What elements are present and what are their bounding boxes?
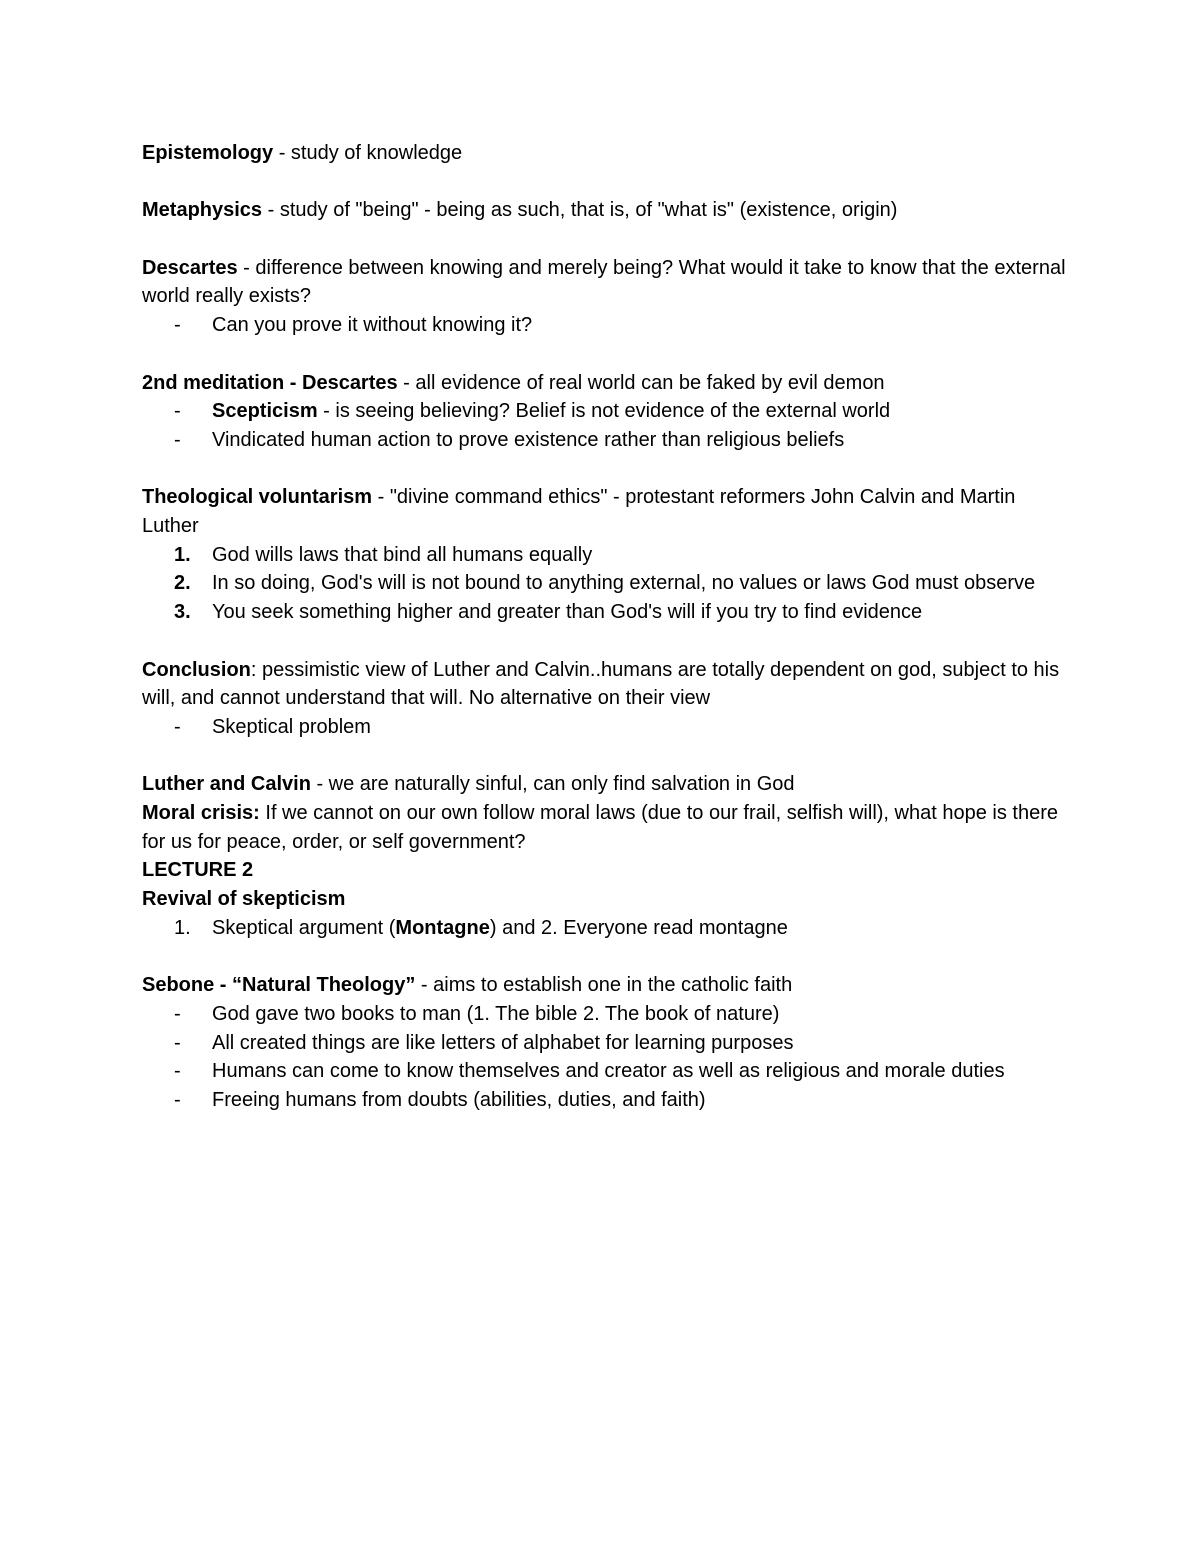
list-item [142,426,1072,455]
definition-sebone: - aims to establish one in the catholic faith [415,974,793,997]
dash-bullet: - [174,715,181,738]
dash-bullet: - [174,1031,181,1054]
lecture-heading [142,856,1072,885]
list-item-text: ) and 2. Everyone read montagne [489,916,788,939]
revival-heading-text: Revival of skepticism [142,888,346,911]
list-item [142,541,1072,570]
term-luther-calvin: Luther and Calvin [142,773,311,796]
definition-moral-crisis: If we cannot on our own follow moral laws (due to our frail, selfish will), what hope is there for us for peace, order, or self government? [142,802,1058,853]
paragraph-sebone [142,971,1072,1000]
list-item [142,311,1072,340]
list-item [142,1086,1072,1115]
paragraph-epistemology [142,139,1072,168]
list-item [142,1000,1072,1029]
paragraph-moral-crisis [142,799,1072,856]
paragraph-metaphysics [142,196,1072,225]
dash-bullet: - [174,1002,181,1025]
list-item [142,598,1072,627]
definition-conclusion: : pessimistic view of Luther and Calvin..humans are totally dependent on god, subject to his will, and cannot understand that will. No alternative on their view [142,658,1060,710]
list-item-text: Skeptical argument ( [212,916,396,939]
definition-epistemology: - study of knowledge [273,142,463,164]
term-descartes: Descartes [142,256,238,279]
list-item-text: Skeptical problem [212,715,371,738]
dash-bullet: - [174,314,181,337]
list-item-text: You seek something higher and greater than God's will if you try to find evidence [212,601,923,624]
term-conclusion: Conclusion [142,658,251,681]
definition-luther-calvin: - we are naturally sinful, can only find salvation in God [310,773,795,796]
list-item [142,1057,1072,1086]
list-second-meditation [142,397,1072,454]
paragraph-conclusion [142,656,1072,713]
term-moral-crisis: Moral crisis: [142,802,260,825]
spacer [142,225,1072,254]
spacer [142,168,1072,197]
dash-bullet: - [174,1089,181,1112]
numbered-list-revival [142,914,1072,943]
paragraph-luther-calvin [142,770,1072,799]
list-item-text: Vindicated human action to prove existence rather than religious beliefs [212,428,845,451]
spacer [142,627,1072,656]
list-sebone [142,1000,1072,1115]
dash-bullet: - [174,428,181,451]
revival-heading [142,885,1072,914]
spacer [142,455,1072,484]
list-item-text: God wills laws that bind all humans equally [212,543,593,566]
definition-descartes: - difference between knowing and merely being? What would it take to know that the external world really exists? [142,256,1066,308]
term-montagne: Montagne [395,916,490,939]
list-item [142,914,1072,943]
list-item [142,569,1072,598]
lecture-heading-text: LECTURE 2 [142,859,254,882]
list-item-text: God gave two books to man (1. The bible 2. The book of nature) [212,1002,780,1025]
list-item-text: Can you prove it without knowing it? [212,314,533,337]
definition-second-meditation: - all evidence of real world can be faked by evil demon [397,371,885,394]
spacer [142,742,1072,771]
numbered-list-voluntarism [142,541,1072,627]
list-conclusion [142,713,1072,742]
list-number: 2. [174,572,191,595]
document-body [142,139,1072,1115]
paragraph-descartes [142,254,1072,311]
list-item-text: All created things are like letters of alphabet for learning purposes [212,1031,794,1054]
list-number: 3. [174,601,191,624]
paragraph-second-meditation [142,369,1072,398]
paragraph-theological-voluntarism [142,483,1072,540]
dash-bullet: - [174,400,181,423]
spacer [142,943,1072,972]
list-number: 1. [174,543,191,566]
term-sebone: Sebone - “Natural Theology” [142,974,416,997]
term-scepticism: Scepticism [212,400,318,423]
term-second-meditation: 2nd meditation - Descartes [142,371,398,394]
term-theological-voluntarism: Theological voluntarism [142,486,373,509]
list-item-text: Humans can come to know themselves and creator as well as religious and morale duties [212,1060,1005,1083]
list-descartes [142,311,1072,340]
definition-scepticism: - is seeing believing? Belief is not evidence of the external world [317,400,891,423]
spacer [142,340,1072,369]
definition-theological-voluntarism: - "divine command ethics" - protestant reformers John Calvin and Martin Luther [142,486,1016,538]
term-metaphysics: Metaphysics [142,199,263,222]
list-number: 1. [174,916,191,939]
list-item [142,1029,1072,1058]
term-epistemology: Epistemology [142,142,274,164]
list-item [142,397,1072,426]
list-item [142,713,1072,742]
list-item-text: In so doing, God's will is not bound to anything external, no values or laws God must observe [212,572,1036,595]
dash-bullet: - [174,1060,181,1083]
list-item-text: Freeing humans from doubts (abilities, duties, and faith) [212,1089,706,1112]
definition-metaphysics: - study of "being" - being as such, that is, of "what is" (existence, origin) [262,199,898,222]
